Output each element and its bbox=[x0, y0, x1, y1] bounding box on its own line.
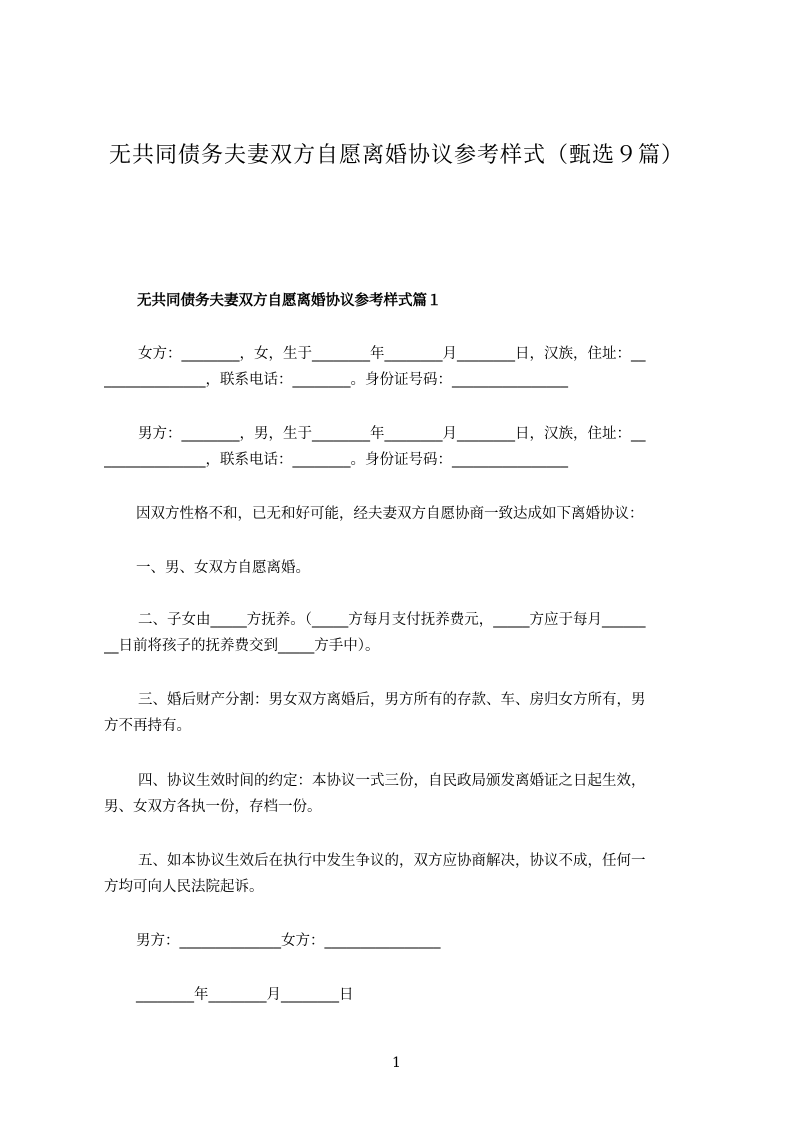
clause-2-line-2: __日前将孩子的抚养费交到_____方手中）。 bbox=[104, 638, 380, 654]
male-party-line-2: ______________，联系电话：________。身份证号码：________________ bbox=[104, 452, 568, 468]
clause-3-paragraph bbox=[104, 687, 704, 739]
clause-2-line-1: 二、子女由_____方抚养。（_____方每月支付抚养费元，_____方应于每月______ bbox=[138, 612, 646, 628]
signature-paragraph bbox=[104, 928, 704, 954]
female-party-line-2: ______________，联系电话：________。身份证号码：________________ bbox=[104, 372, 568, 388]
clause-4-paragraph bbox=[104, 768, 704, 820]
signature-line: 男方：______________女方：________________ bbox=[136, 933, 441, 949]
page-number: 1 bbox=[392, 1055, 401, 1071]
reason-paragraph bbox=[104, 501, 704, 527]
date-paragraph bbox=[104, 982, 704, 1008]
clause-5-paragraph bbox=[104, 848, 704, 900]
male-party-paragraph bbox=[104, 421, 704, 473]
clause-1-text: 一、男、女双方自愿离婚。 bbox=[136, 560, 310, 576]
female-party-paragraph bbox=[104, 341, 704, 393]
clause-3-line-2: 方不再持有。 bbox=[104, 718, 191, 734]
section-heading: 无共同债务夫妻双方自愿离婚协议参考样式篇１ bbox=[137, 293, 442, 309]
clause-5-line-2: 方均可向人民法院起诉。 bbox=[104, 879, 264, 895]
clause-4-line-1: 四、协议生效时间的约定：本协议一式三份，自民政局颁发离婚证之日起生效， bbox=[138, 773, 646, 789]
clause-5-line-1: 五、如本协议生效后在执行中发生争议的，双方应协商解决，协议不成，任何一 bbox=[138, 853, 646, 869]
clause-1-paragraph bbox=[104, 555, 704, 581]
reason-text: 因双方性格不和，已无和好可能，经夫妻双方自愿协商一致达成如下离婚协议： bbox=[136, 506, 644, 522]
clause-3-line-1: 三、婚后财产分割：男女双方离婚后，男方所有的存款、车、房归女方所有，男 bbox=[138, 692, 646, 708]
clause-4-line-2: 男、女双方各执一份，存档一份。 bbox=[104, 799, 322, 815]
document-title: 无共同债务夫妻双方自愿离婚协议参考样式（甄选９篇） bbox=[108, 143, 684, 168]
clause-2-paragraph bbox=[104, 607, 704, 659]
female-party-line-1: 女方：________，女，生于________年________月________日，汉族，住址：__ bbox=[138, 346, 646, 362]
male-party-line-1: 男方：________，男，生于________年________月________日，汉族，住址：__ bbox=[138, 426, 646, 442]
date-line: ________年________月________日 bbox=[136, 987, 354, 1003]
